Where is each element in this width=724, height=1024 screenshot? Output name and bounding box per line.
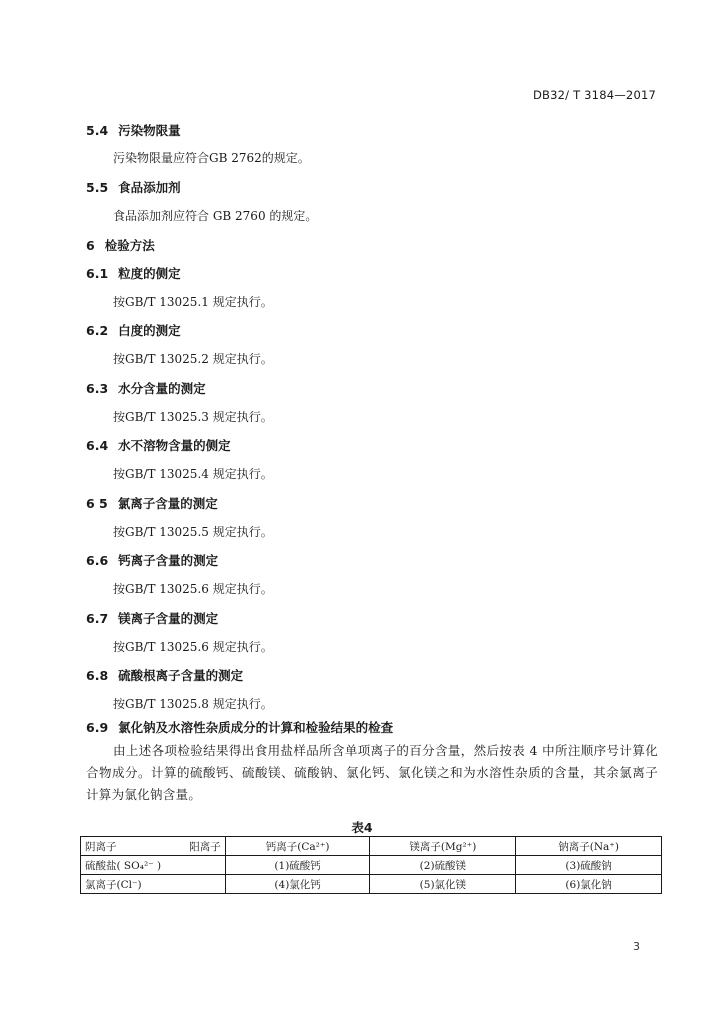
section-text: 按GB/T 13025.1 规定执行。 bbox=[113, 295, 273, 309]
section-heading bbox=[86, 379, 206, 397]
table-cell: (6)氯化钠 bbox=[516, 875, 662, 894]
section-heading bbox=[86, 666, 243, 684]
section-number: 6.6 bbox=[86, 553, 109, 568]
section-heading bbox=[86, 236, 155, 254]
section-text: 按GB/T 13025.6 规定执行。 bbox=[113, 640, 273, 654]
section-title: 水不溶物含量的侧定 bbox=[118, 438, 231, 453]
cation-label: 阳离子 bbox=[189, 840, 221, 853]
section-heading bbox=[86, 718, 393, 736]
col-header-calcium: 钙离子(Ca²⁺) bbox=[225, 837, 370, 856]
table-4 bbox=[80, 836, 662, 894]
table-header-row bbox=[81, 837, 662, 856]
section-title: 粒度的侧定 bbox=[118, 266, 181, 281]
section-heading bbox=[86, 178, 181, 196]
section-heading bbox=[86, 609, 218, 627]
row-label-chloride: 氯离子(Cl⁻) bbox=[81, 875, 226, 894]
section-title: 氯离子含量的测定 bbox=[117, 496, 218, 511]
section-heading bbox=[86, 436, 231, 454]
section-text: 污染物限量应符合GB 2762的规定。 bbox=[113, 151, 310, 165]
section-title: 检验方法 bbox=[104, 238, 155, 253]
section-number: 6.1 bbox=[86, 266, 109, 281]
table-corner-cell bbox=[81, 837, 226, 856]
table-cell: (3)硫酸钠 bbox=[516, 856, 662, 875]
section-number: 6.2 bbox=[86, 323, 109, 338]
table-cell: (1)硫酸钙 bbox=[225, 856, 370, 875]
col-header-magnesium: 镁离子(Mg²⁺) bbox=[370, 837, 516, 856]
anion-label: 阴离子 bbox=[85, 840, 117, 853]
section-heading bbox=[86, 494, 218, 512]
section-text: 按GB/T 13025.5 规定执行。 bbox=[113, 525, 273, 539]
section-title: 镁离子含量的测定 bbox=[118, 611, 219, 626]
section-title: 污染物限量 bbox=[118, 123, 181, 138]
section-title: 氯化钠及水溶性杂质成分的计算和检验结果的检查 bbox=[118, 720, 394, 735]
table-row bbox=[81, 856, 662, 875]
paragraph-6-9: 由上述各项检验结果得出食用盐样品所含单项离子的百分含量，然后按表 4 中所注顺序号计算化合物成分。计算的硫酸钙、硫酸镁、硫酸钠、氯化钙、氯化镁之和为水溶性杂质的含量，其余氯离子计算为氯化钠含量。 bbox=[86, 743, 658, 802]
table-row bbox=[81, 875, 662, 894]
section-text: 食品添加剂应符合 GB 2760 的规定。 bbox=[113, 209, 318, 223]
section-heading bbox=[86, 121, 181, 139]
section-heading bbox=[86, 551, 218, 569]
table-cell: (2)硫酸镁 bbox=[370, 856, 516, 875]
section-number: 5.4 bbox=[86, 123, 109, 138]
section-title: 白度的测定 bbox=[118, 323, 181, 338]
document-number: DB32/ T 3184—2017 bbox=[532, 88, 656, 102]
section-title: 硫酸根离子含量的测定 bbox=[118, 668, 244, 683]
table-cell: (5)氯化镁 bbox=[370, 875, 516, 894]
section-title: 食品添加剂 bbox=[118, 180, 181, 195]
row-label-sulfate: 硫酸盐( SO₄²⁻ ) bbox=[81, 856, 226, 875]
table-cell: (4)氯化钙 bbox=[225, 875, 370, 894]
section-title: 水分含量的测定 bbox=[118, 381, 206, 396]
section-title: 钙离子含量的测定 bbox=[118, 553, 219, 568]
section-text: 按GB/T 13025.2 规定执行。 bbox=[113, 352, 273, 366]
page-number: 3 bbox=[633, 940, 640, 953]
section-number: 5.5 bbox=[86, 180, 109, 195]
section-text: 按GB/T 13025.8 规定执行。 bbox=[113, 697, 273, 711]
section-text: 按GB/T 13025.6 规定执行。 bbox=[113, 582, 273, 596]
section-text: 按GB/T 13025.3 规定执行。 bbox=[113, 410, 273, 424]
section-heading bbox=[86, 264, 181, 282]
section-number: 6.3 bbox=[86, 381, 109, 396]
section-number: 6.7 bbox=[86, 611, 109, 626]
section-heading bbox=[86, 321, 181, 339]
section-number: 6.4 bbox=[86, 438, 109, 453]
col-header-sodium: 钠离子(Na⁺) bbox=[516, 837, 662, 856]
section-number: 6 bbox=[86, 238, 95, 253]
table-caption: 表4 bbox=[351, 820, 373, 835]
section-number: 6.8 bbox=[86, 668, 109, 683]
section-number: 6 5 bbox=[86, 496, 108, 511]
section-number: 6.9 bbox=[86, 720, 109, 735]
section-text: 按GB/T 13025.4 规定执行。 bbox=[113, 467, 273, 481]
